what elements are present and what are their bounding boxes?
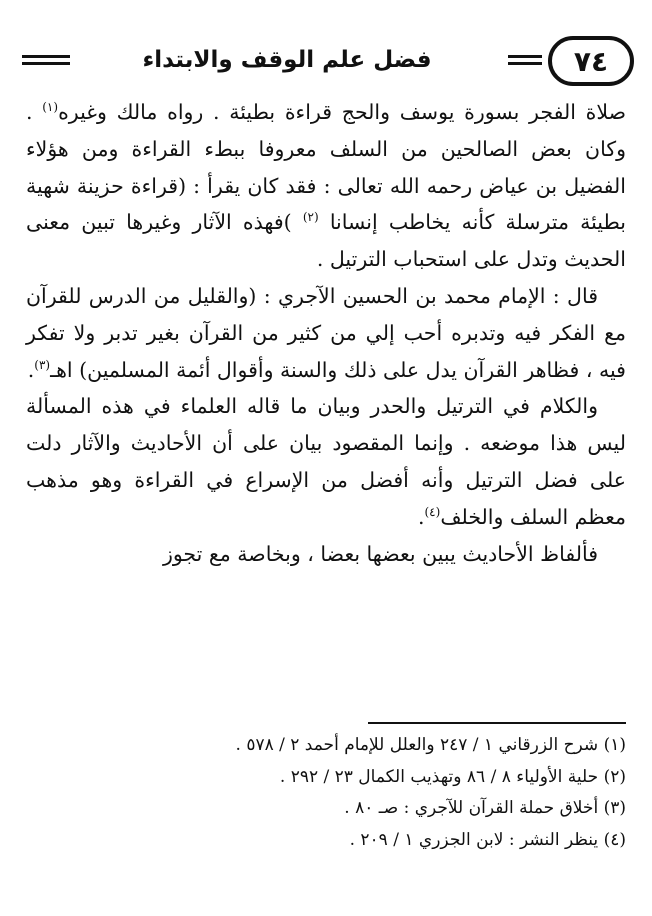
paragraph-2 <box>26 278 626 388</box>
footnote-text: شرح الزرقاني ١ / ٢٤٧ والعلل للإمام أحمد ٢ / ٥٧٨ . <box>235 735 599 755</box>
footnote-number: (١) <box>603 735 626 755</box>
paragraph-4: فألفاظ الأحاديث يبين بعضها بعضا ، وبخاصة مع تجوز <box>162 541 598 566</box>
footnote-number: (٤) <box>603 829 626 850</box>
paragraph-1-text-a: صلاة الفجر بسورة يوسف والحج قراءة بطيئة . رواه مالك وغيره <box>58 100 626 124</box>
footnote-ref-1: (١) <box>42 100 59 115</box>
footnote-separator <box>368 722 626 724</box>
paragraph-3-text-a: والكلام في الترتيل والحدر وبيان ما قاله العلماء في هذه المسألة ليس هذا موضعه . وإنما المقصود بيان على أن الأحاديث والآثار دلت على فضل الترتيل وأنه أفضل من الإسراع في القراءة وهو مذهب معظم السلف والخلف <box>26 394 626 529</box>
footnote-ref-4: (٤) <box>424 504 441 519</box>
footnotes <box>26 730 626 856</box>
page-number-badge: ٧٤ <box>548 36 634 86</box>
footnote-text: أخلاق حملة القرآن للآجري : صـ ٨٠ . <box>344 798 599 818</box>
footnote-2 <box>26 762 626 794</box>
paragraph-3 <box>26 388 626 535</box>
running-title: فضل علم الوقف والابتداء <box>142 47 432 73</box>
header-rule-right <box>508 55 542 67</box>
footnote-ref-2: (٢) <box>302 210 319 225</box>
paragraph-3-text-b: . <box>417 504 425 529</box>
page-header <box>22 30 634 92</box>
paragraph-1 <box>26 94 626 278</box>
footnote-text: حلية الأولياء ٨ / ٨٦ وتهذيب الكمال ٢٣ / ٢٩٢ . <box>279 766 599 787</box>
footnote-1 <box>26 730 626 762</box>
footnote-text: ينظر النشر : لابن الجزري ١ / ٢٠٩ . <box>349 829 599 850</box>
footnote-3 <box>26 793 626 825</box>
footnote-number: (٢) <box>603 766 626 787</box>
paragraph-2-text-a: قال : الإمام محمد بن الحسين الآجري : (والقليل من الدرس للقرآن مع الفكر فيه وتدبره أحب إلي من كثير من القرآن بغير تدبر ولا تفكر فيه ، فظاهر القرآن يدل على ذلك والسنة وأقوال أئمة المسلمين) اهـ <box>26 283 626 382</box>
paragraph-1-text-c: )فهذه الآثار وغيرها تبين معنى الحديث وتدل على استحباب الترتيل . <box>26 210 626 272</box>
paragraph-1-text-b: . وكان بعض الصالحين من السلف معروفا ببطء القراءة ومن هؤلاء الفضيل بن عياض رحمه الله تعالى : فقد كان يقرأ : (قراءة حزينة شهية بطيئة مترسلة كأنه يخاطب إنسانا <box>26 100 626 235</box>
footnote-ref-3: (٣) <box>34 357 51 372</box>
header-rule-left <box>22 55 70 67</box>
footnote-number: (٣) <box>603 798 626 818</box>
paragraph-2-text-b: . <box>27 357 35 382</box>
footnote-4 <box>26 825 626 857</box>
main-text <box>26 94 626 572</box>
